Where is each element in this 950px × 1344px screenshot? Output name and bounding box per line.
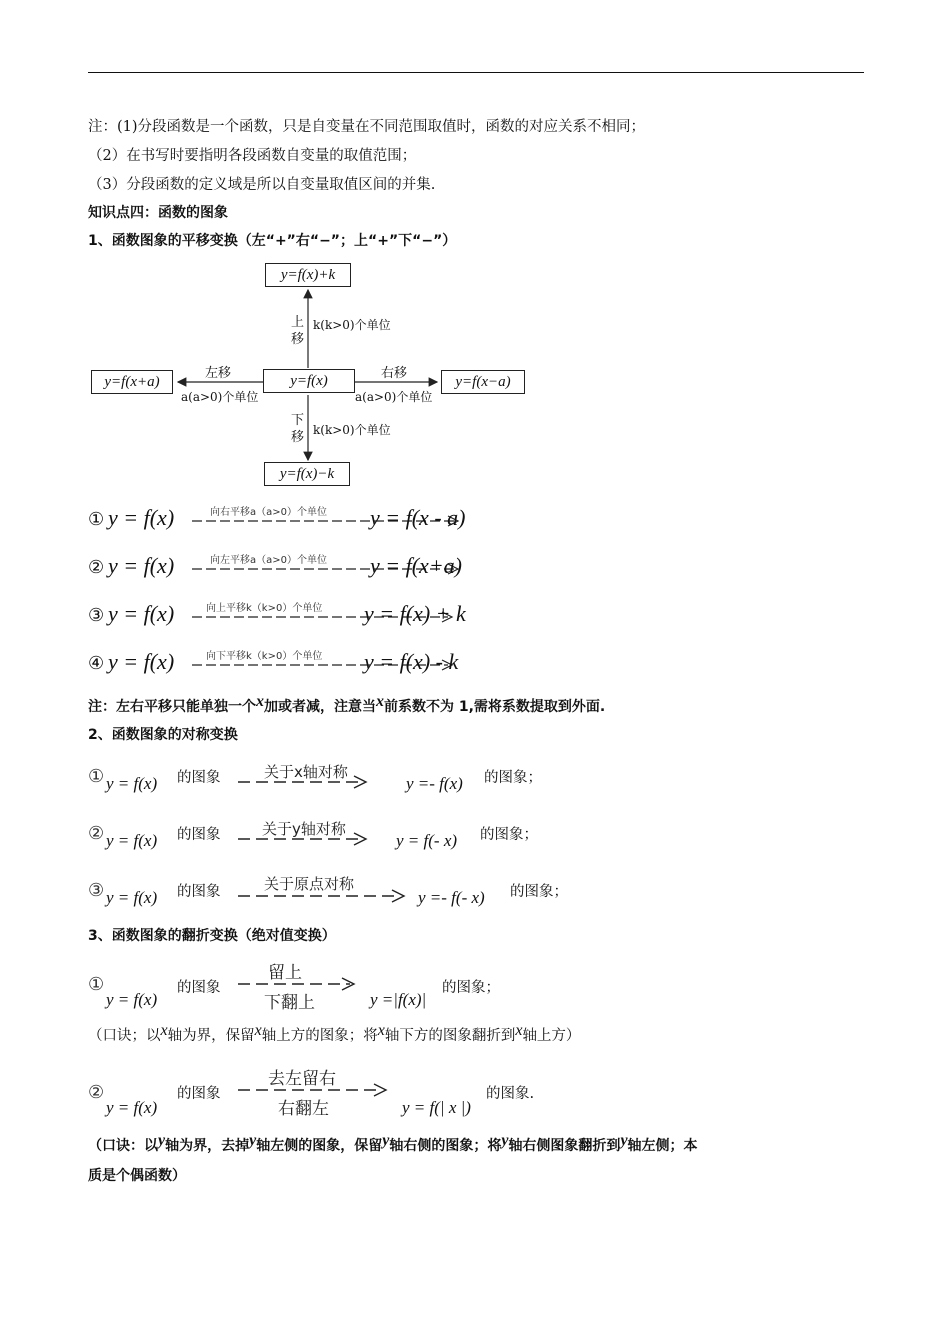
symmetry-arrow-icon xyxy=(238,831,368,847)
symmetry-lhs: y = f(x) xyxy=(106,831,158,850)
shift-note-var: x xyxy=(376,693,384,710)
flip-note-var: x xyxy=(160,1022,168,1039)
shift-label: 向右平移a（a>0）个单位 xyxy=(210,507,327,518)
flip-lhs: y = f(x) xyxy=(106,990,158,1009)
shift-label: 向下平移k（k>0）个单位 xyxy=(206,651,323,662)
symmetry-label: 关于x轴对称 xyxy=(264,763,348,781)
shift-lhs: y = f(x) xyxy=(108,553,175,578)
right-label-b: a(a>0)个单位 xyxy=(355,390,433,404)
shift-lhs: y = f(x) xyxy=(108,649,175,674)
flip-label-top: 去左留右 xyxy=(268,1069,336,1089)
flip-note-var: y xyxy=(501,1132,509,1149)
shift-label: 向上平移k（k>0）个单位 xyxy=(206,603,323,614)
flip-note-var: y xyxy=(249,1132,257,1149)
flip-tail: 的图象. xyxy=(486,1086,535,1102)
flip-note-var: y xyxy=(620,1132,628,1149)
left-label-b: a(a>0)个单位 xyxy=(181,390,259,404)
shift-rhs: y = f(x+a) xyxy=(370,553,462,578)
symmetry-lhs: y = f(x) xyxy=(106,888,158,907)
flip-note-var: y xyxy=(158,1132,166,1149)
symmetry-mid: 的图象 xyxy=(177,884,221,900)
symmetry-mid: 的图象 xyxy=(177,827,221,843)
box-down: y=f(x)−k xyxy=(264,462,350,486)
section-1-title: 1、函数图象的平移变换（左“+”右“−”；上“+”下“−”） xyxy=(88,233,457,249)
flip-lhs: y = f(x) xyxy=(106,1098,158,1117)
symmetry-label: 关于原点对称 xyxy=(264,875,355,893)
box-left: y=f(x+a) xyxy=(91,370,173,394)
up-label-c: k(k>0)个单位 xyxy=(313,318,391,332)
symmetry-num: ① xyxy=(88,766,105,787)
flip-label-top: 留上 xyxy=(268,963,302,983)
flip-note-var: x xyxy=(254,1022,262,1039)
shift-note-var: x xyxy=(256,693,264,710)
flip-label-bottom: 下翻上 xyxy=(264,993,315,1013)
down-label-c: k(k>0)个单位 xyxy=(313,423,391,437)
symmetry-num: ② xyxy=(88,823,105,844)
shift-lhs: y = f(x) xyxy=(108,601,175,626)
flip-note-var: y xyxy=(382,1132,390,1149)
flip-note-c: 轴左侧的图象，保留 xyxy=(256,1138,383,1154)
note-3: （3）分段函数的定义域是所以自变量取值区间的并集. xyxy=(88,177,436,193)
shift-note-c: 前系数不为 1,需将系数提取到外面. xyxy=(384,699,606,715)
flip-note-d: 轴下方的图象翻折到 xyxy=(384,1028,516,1044)
left-label-a: 左移 xyxy=(205,366,232,381)
shift-lhs: y = f(x) xyxy=(108,505,175,530)
flip-label-bottom: 右翻左 xyxy=(278,1099,329,1119)
flip-note-var: x xyxy=(377,1022,385,1039)
symmetry-arrow-icon xyxy=(238,774,368,790)
note-1: 注：(1)分段函数是一个函数，只是自变量在不同范围取值时，函数的对应关系不相同； xyxy=(88,119,646,135)
flip-note-c: 轴上方的图象；将 xyxy=(261,1028,378,1044)
symmetry-tail: 的图象； xyxy=(480,827,538,843)
symmetry-num: ③ xyxy=(88,880,105,901)
shift-rhs: y = f(x - a) xyxy=(370,505,466,530)
shift-label: 向左平移a（a>0）个单位 xyxy=(210,555,327,566)
flip-num: ② xyxy=(88,1082,105,1103)
section-2-title: 2、函数图象的对称变换 xyxy=(88,727,238,743)
flip-note-e: 轴上方） xyxy=(522,1028,581,1044)
symmetry-tail: 的图象； xyxy=(510,884,568,900)
up-label-b: 移 xyxy=(291,332,305,347)
symmetry-mid: 的图象 xyxy=(177,770,221,786)
translation-diagram xyxy=(0,0,950,500)
flip-rhs: y =|f(x)| xyxy=(370,990,427,1009)
flip-tail: 的图象； xyxy=(442,980,500,996)
shift-note-a: 注：左右平移只能单独一个 xyxy=(88,699,256,715)
flip-note-a: （口诀：以 xyxy=(88,1138,158,1154)
box-right: y=f(x−a) xyxy=(441,370,525,394)
flip-mid: 的图象 xyxy=(177,980,221,996)
flip-note-b: 轴为界，去掉 xyxy=(165,1138,250,1154)
flip-rhs: y = f(| x |) xyxy=(402,1098,471,1117)
flip-note-b: 轴为界，保留 xyxy=(167,1028,255,1044)
symmetry-lhs: y = f(x) xyxy=(106,774,158,793)
flip-2-note-cont: 质是个偶函数） xyxy=(88,1168,186,1184)
flip-note-e: 轴右侧图象翻折到 xyxy=(508,1138,621,1154)
up-label-a: 上 xyxy=(291,315,305,330)
diagram-arrows xyxy=(0,0,950,500)
symmetry-tail: 的图象； xyxy=(484,770,542,786)
flip-num: ① xyxy=(88,974,105,995)
flip-1-note xyxy=(88,1022,581,1046)
shift-num: ④ xyxy=(88,653,105,674)
symmetry-rhs: y = f(- x) xyxy=(396,831,458,850)
symmetry-rhs: y =- f(- x) xyxy=(418,888,485,907)
shift-num: ① xyxy=(88,509,105,530)
shift-note-b: 加或者减，注意当 xyxy=(264,699,376,715)
shift-rhs: y = f(x) + k xyxy=(364,601,466,626)
shift-num: ② xyxy=(88,557,105,578)
down-label-a: 下 xyxy=(291,413,305,428)
flip-note-d: 轴右侧的图象；将 xyxy=(389,1138,502,1154)
right-label-a: 右移 xyxy=(381,366,408,381)
flip-note-a: （口诀；以 xyxy=(88,1028,161,1044)
symmetry-label: 关于y轴对称 xyxy=(262,820,346,838)
note-2: （2）在书写时要指明各段函数自变量的取值范围； xyxy=(88,148,417,164)
flip-note-var: x xyxy=(515,1022,523,1039)
down-label-b: 移 xyxy=(291,430,305,445)
symmetry-arrow-icon xyxy=(238,888,408,904)
flip-note-f: 轴左侧；本 xyxy=(627,1138,698,1154)
shift-note xyxy=(88,693,606,717)
flip-2-note xyxy=(88,1132,698,1156)
symmetry-rhs: y =- f(x) xyxy=(406,774,463,793)
box-up: y=f(x)+k xyxy=(265,263,351,287)
section-3-title: 3、函数图象的翻折变换（绝对值变换） xyxy=(88,928,336,944)
box-center: y=f(x) xyxy=(263,369,355,393)
heading-knowledge-4: 知识点四：函数的图象 xyxy=(88,205,228,221)
shift-num: ③ xyxy=(88,605,105,626)
shift-rhs: y = f(x) - k xyxy=(364,649,459,674)
flip-mid: 的图象 xyxy=(177,1086,221,1102)
